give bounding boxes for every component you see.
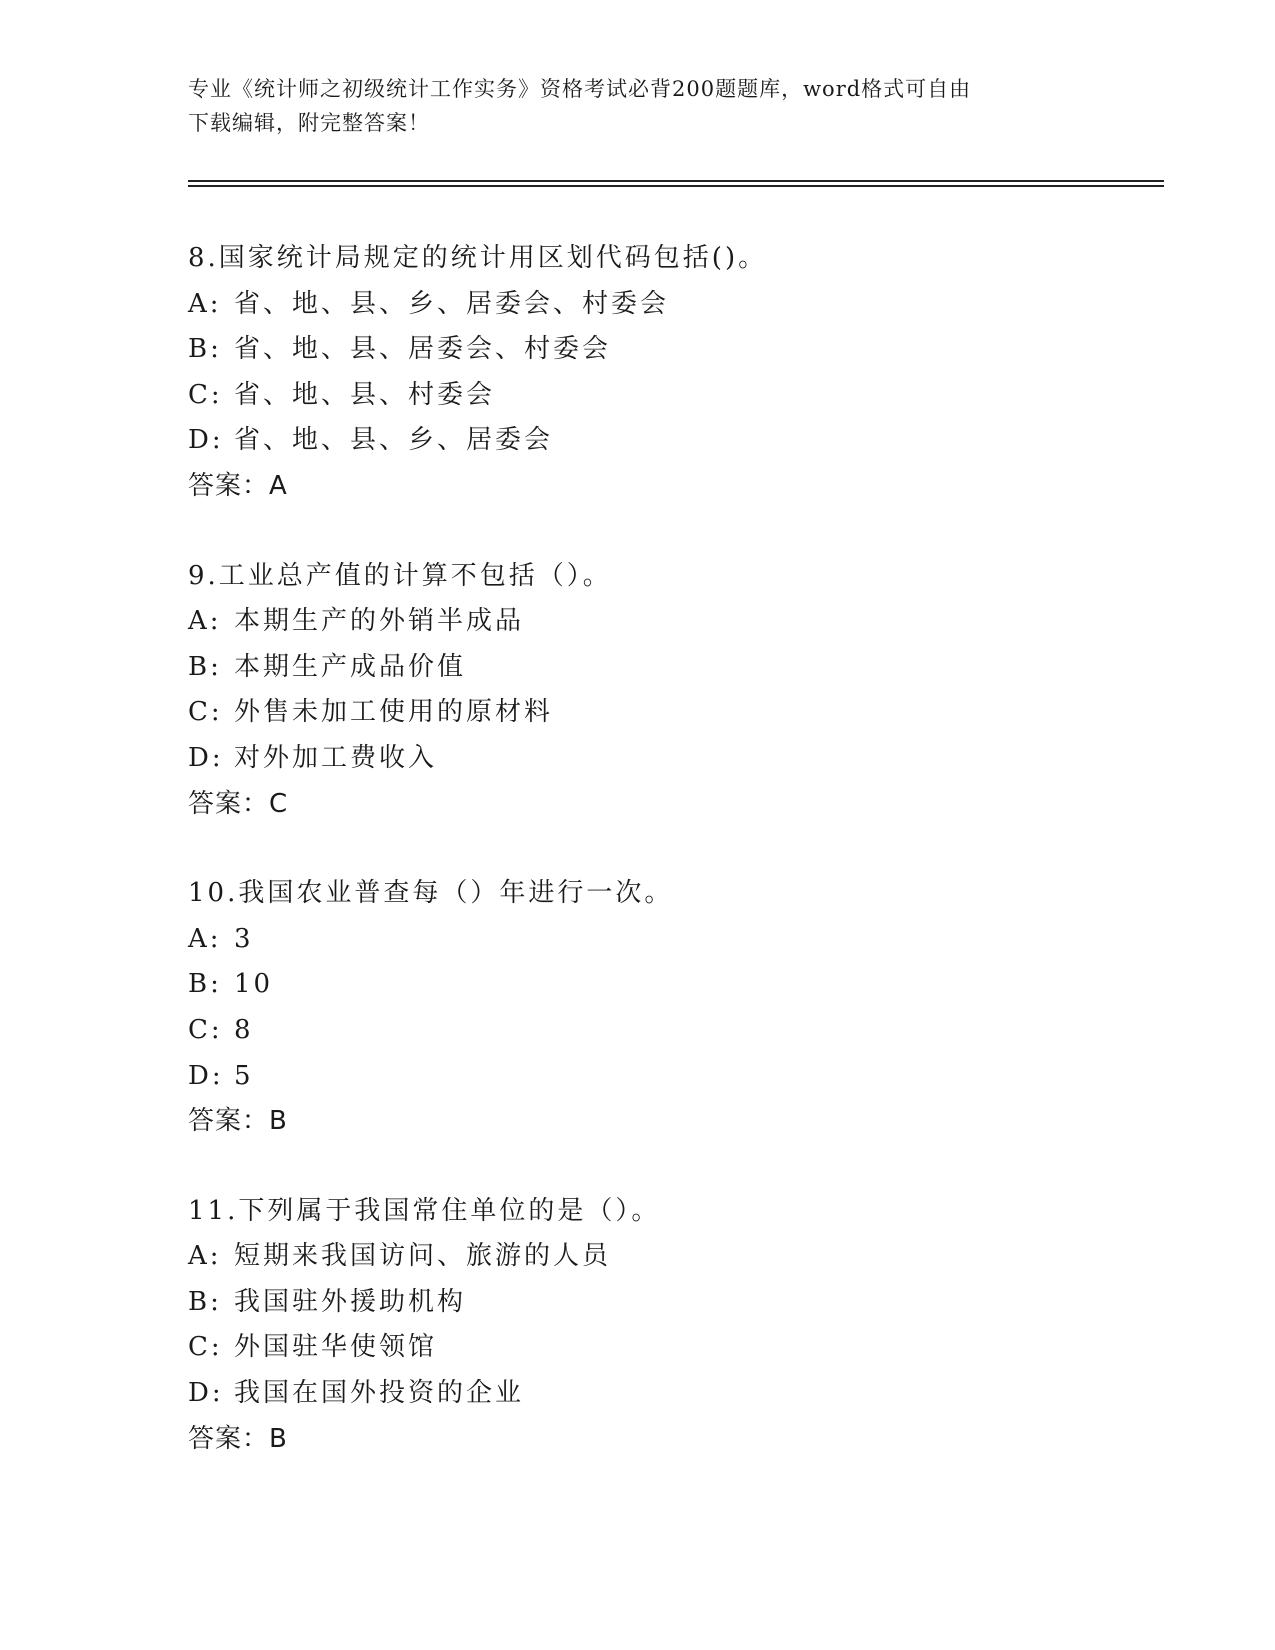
option-d — [188, 1054, 1168, 1100]
option-text: 3 — [234, 923, 254, 954]
option-letter: B: — [188, 1286, 222, 1317]
option-text: 我国在国外投资的企业 — [234, 1378, 525, 1409]
option-text: 我国驻外援助机构 — [234, 1286, 467, 1317]
header-line-2: 下载编辑，附完整答案！ — [188, 111, 430, 135]
option-text: 8 — [234, 1014, 254, 1045]
option-letter: C: — [188, 697, 223, 728]
option-text: 省、地、县、乡、居委会 — [234, 425, 554, 456]
option-c — [188, 1008, 1168, 1054]
document-header — [188, 72, 1068, 140]
question-title: 9.工业总产值的计算不包括（）。 — [188, 560, 612, 591]
option-a — [188, 282, 1168, 328]
option-letter: C: — [188, 1014, 223, 1045]
option-text: 省、地、县、村委会 — [234, 379, 496, 410]
option-letter: B: — [188, 969, 222, 1000]
question-title: 10.我国农业普查每（）年进行一次。 — [188, 878, 674, 909]
option-c — [188, 690, 1168, 736]
option-text: 外售未加工使用的原材料 — [234, 697, 554, 728]
option-letter: C: — [188, 379, 223, 410]
option-text: 短期来我国访问、旅游的人员 — [234, 1241, 612, 1272]
answer: 答案：B — [188, 1423, 288, 1454]
option-letter: A: — [188, 288, 222, 319]
question-11 — [188, 1189, 1168, 1463]
option-letter: D: — [188, 425, 224, 456]
option-text: 10 — [234, 969, 274, 1000]
option-d — [188, 1371, 1168, 1417]
question-8 — [188, 236, 1168, 510]
header-divider — [188, 180, 1164, 187]
option-text: 对外加工费收入 — [234, 742, 438, 773]
option-d — [188, 418, 1168, 464]
option-text: 本期生产的外销半成品 — [234, 606, 525, 637]
option-b — [188, 1280, 1168, 1326]
answer: 答案：A — [188, 470, 288, 501]
option-letter: A: — [188, 606, 222, 637]
option-letter: A: — [188, 1241, 222, 1272]
option-letter: D: — [188, 1378, 224, 1409]
option-letter: D: — [188, 1060, 224, 1091]
question-9 — [188, 554, 1168, 828]
option-b — [188, 962, 1168, 1008]
option-text: 省、地、县、居委会、村委会 — [234, 334, 612, 365]
option-a — [188, 1234, 1168, 1280]
option-b — [188, 645, 1168, 691]
option-text: 省、地、县、乡、居委会、村委会 — [234, 288, 670, 319]
option-a — [188, 917, 1168, 963]
question-title: 8.国家统计局规定的统计用区划代码包括()。 — [188, 243, 768, 273]
option-text: 外国驻华使领馆 — [234, 1332, 438, 1363]
option-c — [188, 1325, 1168, 1371]
option-text: 本期生产成品价值 — [234, 651, 467, 682]
option-a — [188, 599, 1168, 645]
question-10 — [188, 871, 1168, 1145]
answer: 答案：C — [188, 788, 289, 819]
question-title: 11.下列属于我国常住单位的是（）。 — [188, 1195, 661, 1226]
option-letter: A: — [188, 923, 222, 954]
option-text: 5 — [234, 1060, 254, 1091]
answer: 答案：B — [188, 1106, 288, 1137]
option-b — [188, 327, 1168, 373]
option-letter: D: — [188, 742, 224, 773]
option-letter: B: — [188, 334, 222, 365]
header-line-1: 专业《统计师之初级统计工作实务》资格考试必背200题题库，word格式可自由 — [188, 77, 972, 101]
option-letter: B: — [188, 651, 222, 682]
question-list — [188, 236, 1168, 1506]
option-letter: C: — [188, 1332, 223, 1363]
option-d — [188, 736, 1168, 782]
option-c — [188, 373, 1168, 419]
